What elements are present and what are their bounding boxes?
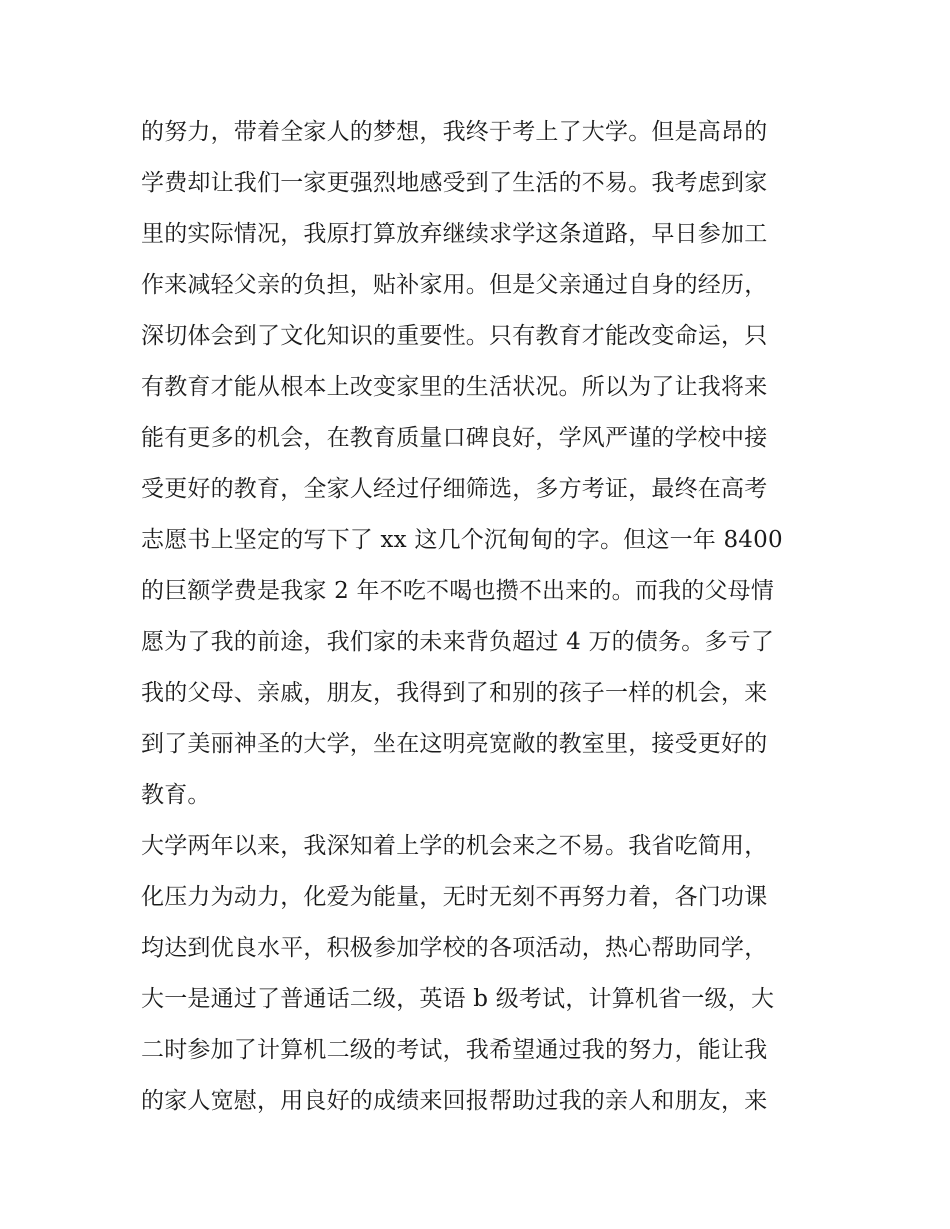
text-line-1: 的努力，带着全家人的梦想，我终于考上了大学。但是高昂的 bbox=[141, 119, 768, 145]
text-line-4: 作来减轻父亲的负担，贴补家用。但是父亲通过自身的经历， bbox=[141, 272, 768, 298]
text-line-12: 我的父母、亲戚，朋友，我得到了和别的孩子一样的机会，来 bbox=[141, 680, 768, 706]
text-line-3: 里的实际情况，我原打算放弃继续求学这条道路，早日参加工 bbox=[141, 221, 768, 247]
text-line-5: 深切体会到了文化知识的重要性。只有教育才能改变命运，只 bbox=[141, 323, 768, 349]
text-line-20: 的家人宽慰，用良好的成绩来回报帮助过我的亲人和朋友，来 bbox=[141, 1088, 768, 1114]
text-line-8: 受更好的教育，全家人经过仔细筛选，多方考证，最终在高考 bbox=[141, 476, 768, 502]
text-line-14: 教育。 bbox=[141, 782, 211, 808]
text-line-18: 大一是通过了普通话二级，英语 b 级考试，计算机省一级，大 bbox=[141, 986, 775, 1012]
text-line-15: 大学两年以来，我深知着上学的机会来之不易。我省吃简用， bbox=[141, 833, 768, 859]
text-line-13: 到了美丽神圣的大学，坐在这明亮宽敞的教室里，接受更好的 bbox=[141, 731, 768, 757]
text-line-11: 愿为了我的前途，我们家的未来背负超过 4 万的债务。多亏了 bbox=[141, 629, 775, 655]
text-line-19: 二时参加了计算机二级的考试，我希望通过我的努力，能让我 bbox=[141, 1037, 768, 1063]
text-line-7: 能有更多的机会，在教育质量口碑良好，学风严谨的学校中接 bbox=[141, 425, 768, 451]
text-line-2: 学费却让我们一家更强烈地感受到了生活的不易。我考虑到家 bbox=[141, 170, 768, 196]
document-body bbox=[141, 107, 821, 1127]
text-line-16: 化压力为动力，化爱为能量，无时无刻不再努力着，各门功课 bbox=[141, 884, 768, 910]
text-line-6: 有教育才能从根本上改变家里的生活状况。所以为了让我将来 bbox=[141, 374, 768, 400]
text-line-9: 志愿书上坚定的写下了 xx 这几个沉甸甸的字。但这一年 8400 bbox=[141, 527, 783, 553]
text-line-17: 均达到优良水平，积极参加学校的各项活动，热心帮助同学， bbox=[141, 935, 768, 961]
text-line-10: 的巨额学费是我家 2 年不吃不喝也攒不出来的。而我的父母情 bbox=[141, 578, 775, 604]
